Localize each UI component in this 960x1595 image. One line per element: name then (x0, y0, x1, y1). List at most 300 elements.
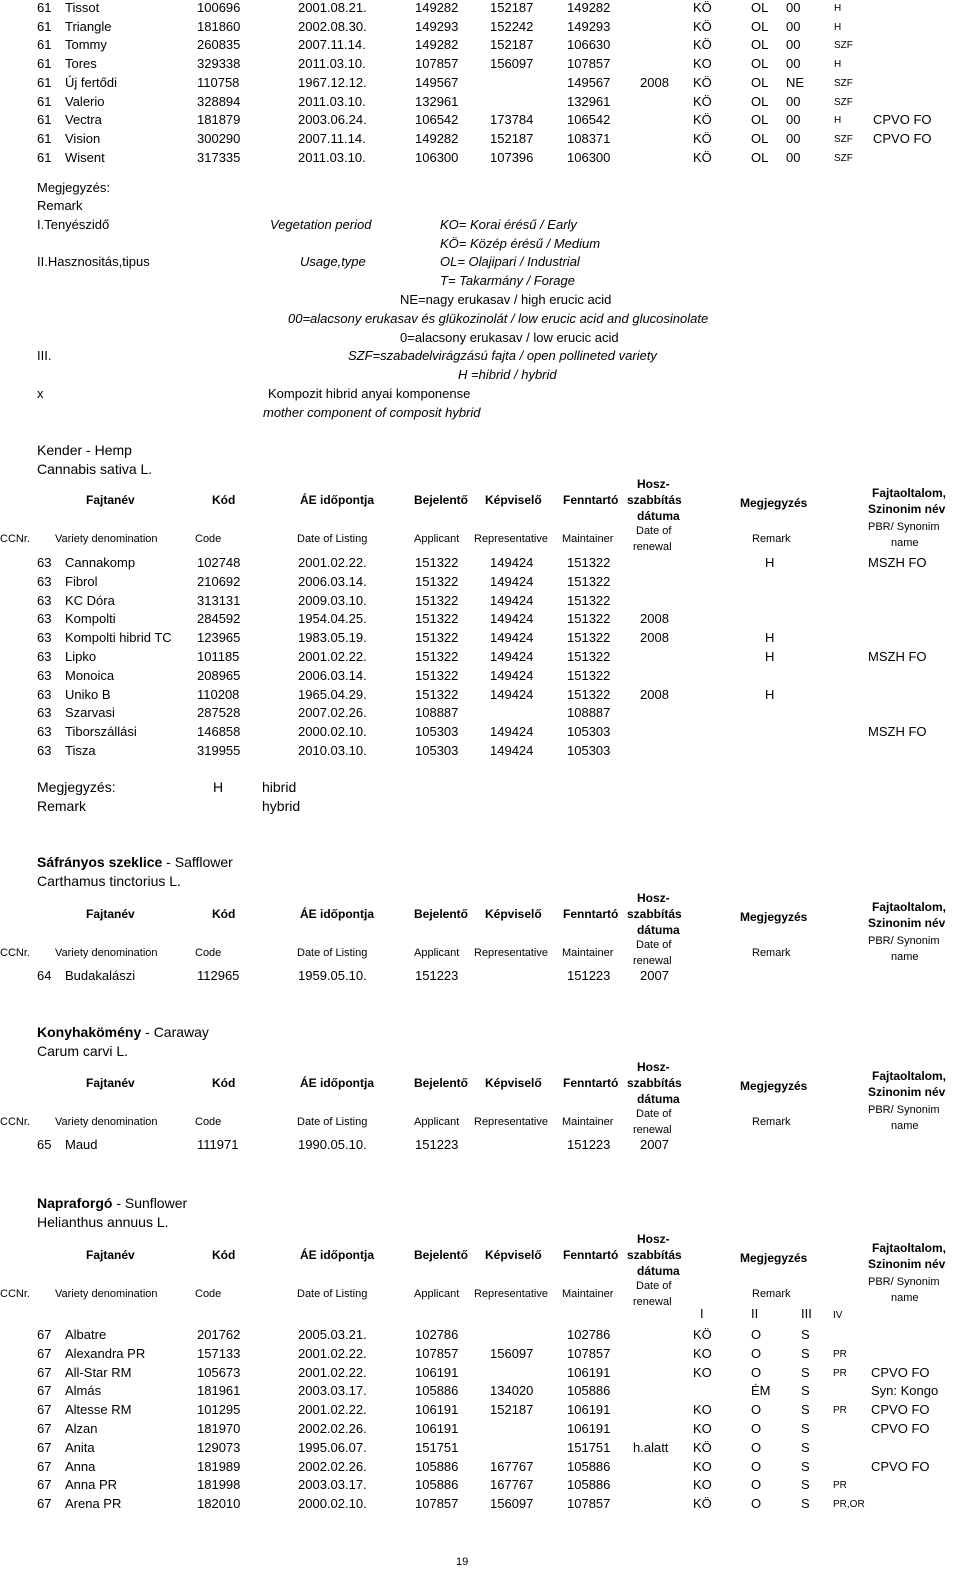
header-applicant: Applicant (414, 947, 460, 959)
table-cell: 101185 (197, 649, 240, 664)
table-cell: KÖ (693, 149, 712, 165)
table-cell: KO (693, 1477, 712, 1493)
table-cell: 2011.03.10. (298, 56, 366, 72)
header-name: name (891, 537, 919, 549)
table-cell: 106191 (415, 1421, 459, 1436)
header-bejelento: Bejelentő (414, 907, 469, 921)
table-cell: 201762 (197, 1327, 241, 1342)
table-cell: 129073 (197, 1439, 241, 1455)
table-cell: 105673 (197, 1364, 241, 1380)
table-cell: 107857 (567, 1345, 611, 1361)
table-cell: 63 (37, 630, 52, 646)
table-cell: 2011.03.10. (298, 93, 366, 109)
table-cell: 108887 (415, 705, 459, 721)
table-cell: Syn: Kongo (871, 1383, 939, 1399)
table-cell: 2000.02.10. (298, 1496, 367, 1512)
note-2-en: Usage,type (300, 254, 366, 269)
header-szinonim: Szinonim név (868, 1085, 946, 1099)
table-cell: 00 (786, 37, 801, 53)
table-cell: 106191 (567, 1402, 611, 1418)
table-row (0, 555, 960, 573)
header-listing: Date of Listing (297, 1288, 368, 1300)
table-cell: 149424 (490, 667, 534, 683)
table-cell: 2002.02.26. (298, 1421, 367, 1436)
table-cell: 61 (37, 56, 52, 72)
table-cell: 173784 (490, 112, 534, 128)
table-cell: 107857 (415, 56, 459, 72)
table-row (0, 112, 960, 130)
table-cell: 105303 (415, 724, 459, 740)
header-dateof: Date of (636, 1280, 672, 1292)
header-maintainer: Maintainer (562, 1116, 614, 1128)
table-cell: 132961 (415, 93, 459, 109)
header-representative: Representative (474, 1288, 548, 1300)
table-cell: 67 (37, 1383, 52, 1399)
table-cell: H (765, 630, 775, 646)
header-bejelento: Bejelentő (414, 1248, 469, 1262)
table-cell: 00 (786, 56, 801, 72)
table-cell: 149424 (490, 630, 534, 646)
table-cell: 107396 (490, 149, 534, 165)
table-row (0, 94, 960, 112)
table-cell: O (751, 1458, 762, 1474)
note-2-d: 00=alacsony erukasav és glükozinolát / low erucic acid and glucosinolate (288, 311, 709, 326)
table-cell: S (801, 1439, 810, 1455)
table-cell: 2001.02.22. (298, 1364, 367, 1380)
note-3-b: H =hibrid / hybrid (458, 367, 557, 382)
table-cell: OL (751, 130, 769, 146)
table-cell: O (751, 1327, 762, 1342)
header-ccnr: CCNr. (0, 533, 30, 545)
table-cell: 105886 (415, 1458, 459, 1474)
table-cell: 151322 (415, 611, 459, 627)
table-cell: 61 (37, 112, 52, 128)
table-cell: KO (693, 1421, 712, 1436)
table-cell: 151322 (415, 667, 459, 683)
table-row (0, 131, 960, 149)
table-cell: 1959.05.10. (298, 968, 367, 983)
sunflower-title (37, 1195, 187, 1211)
table-row (0, 1440, 960, 1458)
table-cell: Anna (65, 1458, 96, 1474)
table-cell: 2010.03.10. (298, 743, 367, 758)
table-cell: Alexandra PR (65, 1345, 146, 1361)
table-cell: Kompolti hibrid TC (65, 630, 172, 646)
table-cell: H (765, 555, 775, 570)
table-cell: 63 (37, 611, 52, 627)
sunflower-table-header (0, 1229, 960, 1309)
header-maintainer: Maintainer (562, 533, 614, 545)
table-cell: PR,OR (833, 1499, 865, 1511)
table-cell: KÖ (693, 1439, 712, 1455)
header-dateof: Date of (636, 1108, 672, 1120)
table-cell: KÖ (693, 74, 712, 90)
table-row (0, 19, 960, 37)
table-cell: 151322 (567, 686, 611, 702)
table-row (0, 705, 960, 723)
table-cell: 61 (37, 0, 52, 15)
roman-i: I (700, 1306, 704, 1321)
table-cell: 63 (37, 724, 52, 740)
table-cell: 151223 (567, 968, 611, 983)
header-name: name (891, 1120, 919, 1132)
table-cell: Vision (65, 130, 101, 146)
table-cell: 149424 (490, 743, 534, 758)
table-cell: Alzan (65, 1421, 98, 1436)
header-hosz1: Hosz- (637, 891, 670, 905)
table-cell: 61 (37, 130, 52, 146)
header-fajtaoltalom: Fajtaoltalom, (872, 900, 947, 914)
table-cell: 151322 (415, 592, 459, 608)
safflower-title-en: - Safflower (162, 854, 233, 870)
table-cell: 151322 (567, 592, 611, 608)
table-cell: 64 (37, 968, 52, 983)
table-cell: 151322 (415, 649, 459, 664)
table-cell: S (801, 1364, 810, 1380)
table-cell: Wisent (65, 149, 105, 165)
table-cell: 106191 (567, 1364, 611, 1380)
table-cell: Maud (65, 1137, 98, 1152)
header-fenntarto: Fenntartó (563, 1076, 619, 1090)
header-hosz2: szabbítás (627, 493, 682, 507)
table-cell: 2007.11.14. (298, 130, 366, 146)
table-cell: SZF (834, 152, 853, 164)
table-cell: 61 (37, 37, 52, 53)
table-cell: 107857 (567, 56, 611, 72)
header-fenntarto: Fenntartó (563, 1248, 619, 1262)
table-row (0, 1327, 960, 1345)
table-cell: H (834, 59, 842, 71)
table-cell: 151223 (415, 968, 459, 983)
table-cell: 61 (37, 149, 52, 165)
table-cell: 210692 (197, 573, 241, 589)
header-kod: Kód (212, 1076, 236, 1090)
table-cell: 2001.02.22. (298, 555, 367, 570)
header-fajtanev: Fajtanév (86, 493, 135, 507)
table-cell: KÖ (693, 1496, 712, 1512)
header-representative: Representative (474, 1116, 548, 1128)
header-code: Code (195, 1288, 222, 1300)
table-cell: 146858 (197, 724, 241, 740)
table-cell: 152187 (490, 130, 534, 146)
table-cell: OL (751, 149, 769, 165)
table-cell: Arena PR (65, 1496, 122, 1512)
note-1-label: I.Tenyészidő (37, 217, 110, 232)
header-szinonim: Szinonim név (868, 502, 946, 516)
table-cell: 149424 (490, 592, 534, 608)
table-cell: 149282 (415, 37, 459, 53)
table-cell: 2001.02.22. (298, 649, 367, 664)
table-cell: 284592 (197, 611, 241, 627)
sunflower-title-en: - Sunflower (112, 1195, 188, 1211)
header-listing: Date of Listing (297, 533, 368, 545)
table-cell: 149293 (415, 18, 459, 34)
header-hosz1: Hosz- (637, 1232, 670, 1246)
table-cell: 2001.02.22. (298, 1402, 367, 1418)
table-cell: KÖ (693, 37, 712, 53)
sunflower-title-hu: Napraforgó (37, 1195, 113, 1211)
table-cell: 1990.05.10. (298, 1137, 367, 1152)
table-cell: CPVO FO (871, 1421, 930, 1436)
table-cell: KO (693, 1364, 712, 1380)
table-cell: 300290 (197, 130, 241, 146)
table-cell: 151322 (567, 555, 611, 570)
table-cell: 108887 (567, 705, 611, 721)
table-cell: MSZH FO (868, 724, 927, 740)
table-cell: Cannakomp (65, 555, 136, 570)
note-3-a: SZF=szabadelvirágzású fajta / open pollineted variety (348, 348, 657, 363)
table-cell: 152187 (490, 1402, 534, 1418)
table-cell: 149293 (567, 18, 611, 34)
table-row (0, 1421, 960, 1439)
header-variety: Variety denomination (55, 1116, 158, 1128)
table-cell: 260835 (197, 37, 241, 53)
table-cell: KÖ (693, 112, 712, 128)
table-cell: 00 (786, 149, 801, 165)
table-cell: 2008 (640, 630, 669, 646)
header-kepviselo: Képviselő (485, 1076, 542, 1090)
table-cell: MSZH FO (868, 555, 927, 570)
notes-remark: Remark (37, 198, 83, 213)
table-cell: Új fertődi (65, 74, 118, 90)
table-cell: 108371 (567, 130, 611, 146)
note-1-b: KÖ= Közép érésű / Medium (440, 236, 601, 251)
table-cell: 149424 (490, 611, 534, 627)
notes-megjegyzes: Megjegyzés: (37, 180, 110, 195)
table-row (0, 611, 960, 629)
table-cell: H (765, 686, 775, 702)
table-cell: O (751, 1421, 762, 1436)
table-cell: 67 (37, 1364, 52, 1380)
table-cell: 102748 (197, 555, 241, 570)
header-name: name (891, 951, 919, 963)
table-cell: 134020 (490, 1383, 534, 1399)
header-applicant: Applicant (414, 1288, 460, 1300)
table-cell: PR (833, 1480, 847, 1492)
table-cell: 107857 (567, 1496, 611, 1512)
header-representative: Representative (474, 533, 548, 545)
table-cell: 1983.05.19. (298, 630, 367, 646)
table-cell: OL (751, 37, 769, 53)
table-cell: 151322 (415, 573, 459, 589)
table-cell: S (801, 1402, 810, 1418)
caraway-title-en: - Caraway (141, 1024, 209, 1040)
table-cell: 156097 (490, 1345, 534, 1361)
header-pbr: PBR/ Synonim (868, 1276, 940, 1288)
table-cell: 2003.03.17. (298, 1477, 367, 1493)
header-code: Code (195, 1116, 222, 1128)
table-cell: 67 (37, 1402, 52, 1418)
table-row (0, 56, 960, 74)
note-1-en: Vegetation period (270, 217, 372, 232)
table-cell: O (751, 1496, 762, 1512)
table-cell: 00 (786, 0, 801, 15)
table-cell: 181860 (197, 18, 241, 34)
note-x-b: mother component of composit hybrid (263, 405, 481, 420)
table-row (0, 1459, 960, 1477)
table-row (0, 630, 960, 648)
hemp-title (37, 442, 132, 458)
table-row (0, 1496, 960, 1514)
header-szinonim: Szinonim név (868, 1257, 946, 1271)
table-cell: Tissot (65, 0, 100, 15)
table-cell: 63 (37, 743, 52, 758)
table-cell: 106191 (567, 1421, 611, 1436)
hemp-note-h: H (213, 779, 224, 795)
header-ccnr: CCNr. (0, 1116, 30, 1128)
table-cell: 106191 (415, 1364, 459, 1380)
header-listing: Date of Listing (297, 1116, 368, 1128)
table-cell: KÖ (693, 0, 712, 15)
table-cell: 328894 (197, 93, 241, 109)
table-cell: 110208 (197, 686, 240, 702)
table-cell: 112965 (197, 968, 240, 983)
table-cell: 157133 (197, 1345, 241, 1361)
header-code: Code (195, 947, 222, 959)
table-cell: 151322 (415, 686, 459, 702)
header-kod: Kód (212, 1248, 236, 1262)
table-cell: 00 (786, 93, 801, 109)
table-cell: H (834, 3, 842, 14)
header-ae: ÁE időpontja (300, 493, 374, 507)
header-hosz3: dátuma (637, 509, 680, 523)
table-cell: 00 (786, 112, 801, 128)
header-fajtaoltalom: Fajtaoltalom, (872, 486, 947, 500)
header-kepviselo: Képviselő (485, 493, 542, 507)
table-cell: SZF (834, 133, 853, 145)
table-cell: 67 (37, 1421, 52, 1436)
table-row (0, 75, 960, 93)
table-cell: 151322 (567, 649, 611, 664)
table-cell: 149424 (490, 686, 534, 702)
table-cell: Vectra (65, 112, 102, 128)
table-cell: 149282 (415, 130, 459, 146)
table-cell: 106630 (567, 37, 611, 53)
header-remark: Remark (752, 947, 791, 959)
header-name: name (891, 1292, 919, 1304)
table-cell: 67 (37, 1477, 52, 1493)
header-hosz3: dátuma (637, 923, 680, 937)
table-cell: H (834, 115, 842, 127)
table-cell: 102786 (567, 1327, 611, 1342)
table-cell: H (765, 649, 775, 664)
table-cell: Lipko (65, 649, 97, 664)
table-cell: Valerio (65, 93, 105, 109)
table-cell: 2001.08.21. (298, 0, 367, 15)
table-row (0, 1477, 960, 1495)
table-row (0, 743, 960, 761)
table-cell: SZF (834, 96, 853, 108)
header-megj: Megjegyzés (740, 1251, 808, 1265)
header-bejelento: Bejelentő (414, 1076, 469, 1090)
table-cell: 149282 (567, 0, 611, 15)
table-row (0, 0, 960, 18)
table-cell: Budakalászi (65, 968, 136, 983)
table-row (0, 37, 960, 55)
table-cell: OL (751, 0, 769, 15)
header-ae: ÁE időpontja (300, 1248, 374, 1262)
table-cell: 151322 (567, 667, 611, 683)
hemp-note-hybrid: hybrid (262, 798, 301, 814)
table-cell: Kompolti (65, 611, 116, 627)
table-cell: 1967.12.12. (298, 74, 367, 90)
table-cell: 167767 (490, 1458, 534, 1474)
table-cell: h.alatt (633, 1439, 669, 1455)
header-remark: Remark (752, 1288, 791, 1300)
table-cell: 106300 (415, 149, 459, 165)
header-kod: Kód (212, 907, 236, 921)
table-cell: S (801, 1496, 810, 1512)
table-cell: S (801, 1327, 810, 1342)
header-kepviselo: Képviselő (485, 907, 542, 921)
table-cell: 00 (786, 130, 801, 146)
table-cell: 101295 (197, 1402, 241, 1418)
table-cell: 2008 (640, 686, 669, 702)
table-cell: 151751 (415, 1439, 459, 1455)
header-fajtanev: Fajtanév (86, 1076, 135, 1090)
table-cell: 152187 (490, 37, 534, 53)
table-cell: 2007 (640, 968, 669, 983)
table-cell: Tores (65, 56, 97, 72)
table-cell: S (801, 1421, 810, 1436)
table-cell: Fibrol (65, 573, 98, 589)
table-cell: 149567 (567, 74, 611, 90)
table-cell: CPVO FO (871, 1458, 930, 1474)
table-cell: 152242 (490, 18, 534, 34)
table-cell: 2006.03.14. (298, 573, 367, 589)
table-cell: KÖ (693, 93, 712, 109)
table-cell: 313131 (197, 592, 241, 608)
header-hosz3: dátuma (637, 1092, 680, 1106)
table-cell: CPVO FO (871, 1402, 930, 1418)
table-cell: 105886 (567, 1458, 611, 1474)
table-cell: 2000.02.10. (298, 724, 367, 740)
header-remark: Remark (752, 533, 791, 545)
header-megj: Megjegyzés (740, 496, 808, 510)
table-cell: 149424 (490, 573, 534, 589)
header-renewal: renewal (633, 955, 672, 967)
header-renewal: renewal (633, 541, 672, 553)
table-row (0, 593, 960, 611)
table-cell: 2011.03.10. (298, 149, 366, 165)
header-fajtaoltalom: Fajtaoltalom, (872, 1069, 947, 1083)
table-cell: PR (833, 1367, 847, 1379)
table-cell: 67 (37, 1345, 52, 1361)
table-cell: 2007 (640, 1137, 669, 1152)
table-cell: 2001.02.22. (298, 1345, 367, 1361)
table-cell: 149282 (415, 0, 459, 15)
table-cell: 105886 (567, 1477, 611, 1493)
table-cell: KO (693, 56, 712, 72)
header-maintainer: Maintainer (562, 947, 614, 959)
table-cell: 63 (37, 573, 52, 589)
table-cell: 151322 (567, 630, 611, 646)
table-cell: NE (786, 74, 805, 90)
header-hosz2: szabbítás (627, 907, 682, 921)
sunflower-latin: Helianthus annuus L. (37, 1214, 169, 1230)
header-pbr: PBR/ Synonim (868, 935, 940, 947)
table-cell: 63 (37, 649, 52, 664)
table-cell: 61 (37, 18, 52, 34)
table-cell: 123965 (197, 630, 241, 646)
table-cell: 181879 (197, 112, 241, 128)
header-variety: Variety denomination (55, 533, 158, 545)
header-hosz1: Hosz- (637, 477, 670, 491)
table-cell: CPVO FO (873, 130, 932, 146)
header-fenntarto: Fenntartó (563, 907, 619, 921)
table-cell: 67 (37, 1439, 52, 1455)
table-cell: 63 (37, 705, 52, 721)
